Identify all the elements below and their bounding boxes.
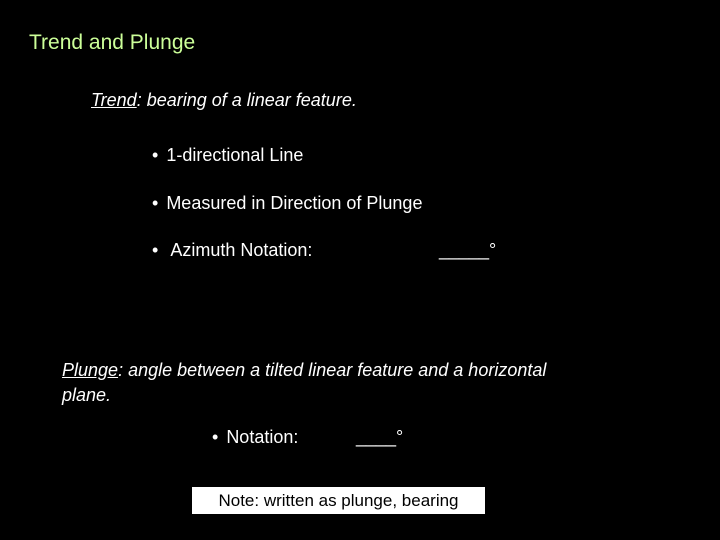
trend-term: Trend [91,90,137,110]
plunge-definition-line2: plane. [62,385,112,405]
note-box: Note: written as plunge, bearing [192,487,485,514]
bullet-marker: • [152,145,159,165]
azimuth-blank: _____° [439,240,497,260]
trend-bullet-3 [152,240,312,261]
plunge-definition [62,360,546,381]
trend-bullet-1 [152,145,303,166]
plunge-blank: ____° [356,427,404,447]
trend-definition [91,90,357,111]
slide-title: Trend and Plunge [29,31,196,54]
plunge-definition-text: : angle between a tilted linear feature and a horizontal [118,360,547,380]
bullet-marker: • [152,193,159,213]
trend-definition-text: : bearing of a linear feature. [136,90,357,110]
trend-bullet-text: Measured in Direction of Plunge [166,193,423,213]
plunge-bullet [212,427,298,448]
bullet-marker: • [152,240,159,260]
plunge-bullet-text: Notation: [226,427,299,447]
trend-bullet-2 [152,193,422,214]
trend-bullet-text: 1-directional Line [166,145,304,165]
plunge-term: Plunge [62,360,119,380]
trend-bullet-text: Azimuth Notation: [166,240,313,260]
bullet-marker: • [212,427,219,447]
